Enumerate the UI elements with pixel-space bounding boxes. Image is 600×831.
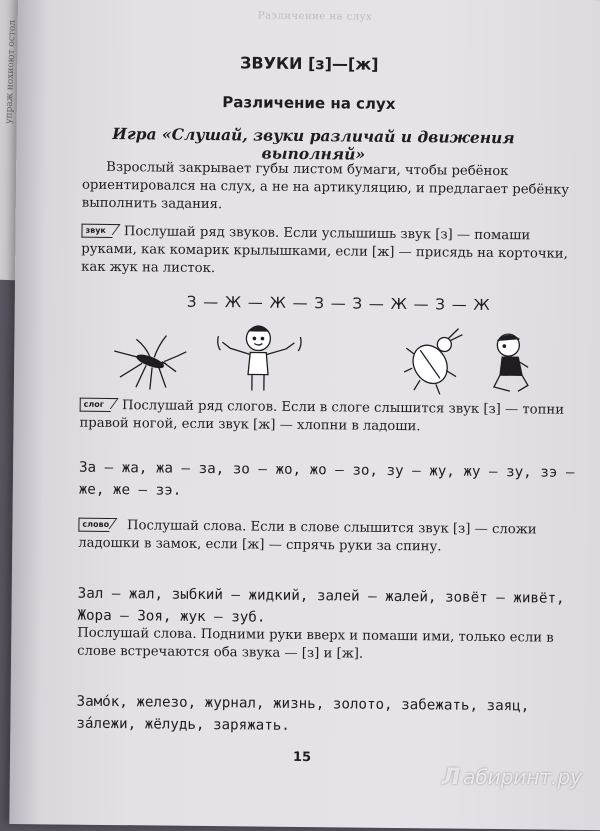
book-page <box>9 0 600 830</box>
mosquito-icon <box>114 335 187 390</box>
game-title: Игра «Слушай, звуки различай и движения выполняй» <box>112 123 515 164</box>
word-tag-icon: слово <box>78 518 123 532</box>
word-list: Замо́к, железо, журнал, жизнь, золото, забежать, заяц, за́лежи, жёлудь, заряжать. <box>76 693 530 734</box>
page-title: ЗВУКИ [з]—[ж] <box>239 53 379 74</box>
watermark-logo: Л <box>441 765 461 790</box>
section-subtitle: Различение на слух <box>222 93 396 113</box>
page-content <box>32 0 600 800</box>
task-both-sounds <box>77 625 577 666</box>
watermark-text: абиринт.ру <box>463 765 582 789</box>
beetle-icon <box>404 328 463 395</box>
task-sounds <box>81 223 582 282</box>
task-text: Послушай слова. Подними руки вверх и помаши ими, только если в слове встречаются оба звука — [з] и [ж]. <box>77 625 554 662</box>
syllable-tag-icon: слог <box>80 398 118 412</box>
sound-sequence: З — Ж — Ж — З — З — Ж — З — Ж <box>186 292 491 314</box>
bleed-through-text: Различение на слух <box>257 10 373 23</box>
intro-paragraph: Взрослый закрывает губы листом бумаги, чтобы ребёнок ориентировался на слух, а не на артикуляцию, и предлагает ребёнку выполнить задания. <box>81 159 570 213</box>
task-text: Послушай ряд звуков. Если услышишь звук [з] — помаши руками, как комарик крылышками, если [ж] — присядь на корточки, как жук на листок. <box>81 224 568 277</box>
boy-squatting-icon <box>494 334 529 391</box>
boy-waving-icon <box>217 326 301 391</box>
illustrations <box>106 321 547 396</box>
task-text: Послушай ряд слогов. Если в слоге слышится звук [з] — топни правой ногой, если звук [ж] — хлопни в ладоши. <box>79 398 565 435</box>
sound-tag-icon: звук <box>81 224 120 238</box>
word-pair-list: Зал — жал, зыбкий — жидкий, залей — жалей, зовёт — живёт, Жора — Зоя, жук — зуб. <box>77 585 565 626</box>
task-words <box>78 517 578 558</box>
task-text: Послушай слова. Если в слове слышится звук [з] — сложи ладошки в замок, если [ж] — спрячь руки за спину. <box>78 518 537 555</box>
labirint-watermark <box>442 765 582 790</box>
page-number: 15 <box>292 749 312 766</box>
task-syllables <box>79 397 579 438</box>
previous-page-text: упраж нохиоют остол <box>4 19 18 124</box>
syllable-list: За — жа, жа — за, зо — жо, жо — зо, зу — жу, жу — зу, зэ — же, же — зэ. <box>78 459 575 499</box>
